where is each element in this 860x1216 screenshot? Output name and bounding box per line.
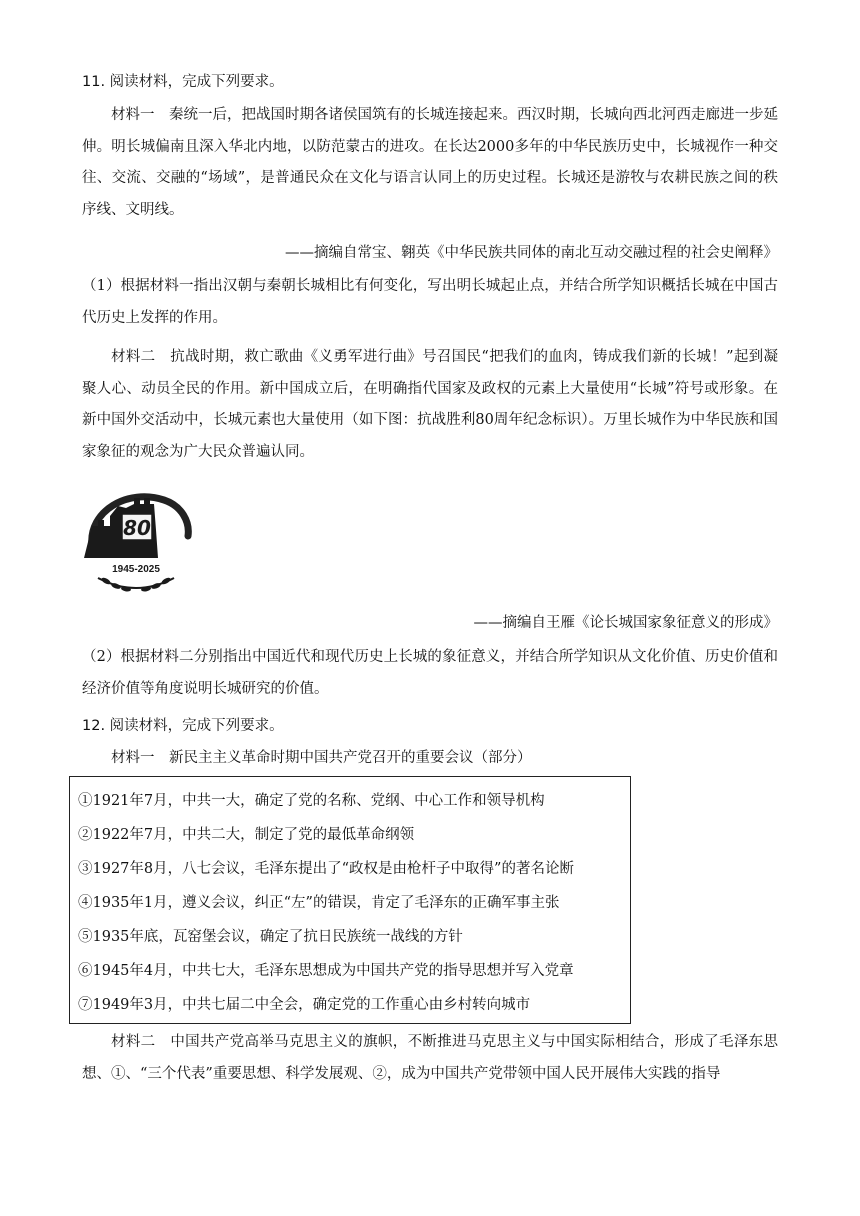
meeting-item: ③1927年8月，八七会议，毛泽东提出了“政权是由枪杆子中取得”的著名论断 xyxy=(78,861,574,877)
q11-material2: 材料二 抗战时期，救亡歌曲《义勇军进行曲》号召国民“把我们的血肉，铸成我们新的长城！”起到凝聚人心、动员全民的作用。新中国成立后，在明确指代国家及政权的元素上大量使用“长城”符号或形象。在新中国外交活动中，长城元素也大量使用（如下图：抗战胜利80周年纪念标识）。万里长城作为中华民族和国家象征的观念为广大民众普遍认同。 xyxy=(82,349,778,460)
anniversary-logo xyxy=(78,486,194,596)
logo-number: 80 xyxy=(123,516,151,540)
q11-source2: ——摘编自王雁《论长城国家象征意义的形成》 xyxy=(473,615,778,631)
meetings-table xyxy=(69,776,631,1024)
q11-question1: （1）根据材料一指出汉朝与秦朝长城相比有何变化，写出明长城起止点，并结合所学知识概括长城在中国古代历史上发挥的作用。 xyxy=(82,278,778,326)
meeting-item: ⑥1945年4月，中共七大，毛泽东思想成为中国共产党的指导思想并写入党章 xyxy=(78,963,574,979)
q12-material2: 材料二 中国共产党高举马克思主义的旗帜，不断推进马克思主义与中国实际相结合，形成了毛泽东思想、①、“三个代表”重要思想、科学发展观、②，成为中国共产党带领中国人民开展伟大实践的指导 xyxy=(82,1034,778,1082)
meeting-item: ⑤1935年底，瓦窑堡会议，确定了抗日民族统一战线的方针 xyxy=(78,929,463,945)
logo-years: 1945-2025 xyxy=(112,564,160,575)
meeting-item: ⑦1949年3月，中共七届二中全会，确定党的工作重心由乡村转向城市 xyxy=(78,997,531,1013)
q11-material1: 材料一 秦统一后，把战国时期各诸侯国筑有的长城连接起来。西汉时期，长城向西北河西走廊进一步延伸。明长城偏南且深入华北内地，以防范蒙古的进攻。在长达2000多年的中华民族历史中，长城视作一种交往、交流、交融的“场域”，是普通民众在文化与语言认同上的历史过程。长城还是游牧与农耕民族之间的秩序线、文明线。 xyxy=(82,107,778,218)
q12-material1-title: 材料一 新民主主义革命时期中国共产党召开的重要会议（部分） xyxy=(111,750,532,766)
meeting-item: ①1921年7月，中共一大，确定了党的名称、党纲、中心工作和领导机构 xyxy=(78,793,545,809)
q11-header: 11. 阅读材料，完成下列要求。 xyxy=(82,74,284,90)
q11-question2: （2）根据材料二分别指出中国近代和现代历史上长城的象征意义，并结合所学知识从文化价值、历史价值和经济价值等角度说明长城研究的价值。 xyxy=(82,649,778,697)
q11-source1: ——摘编自常宝、翱英《中华民族共同体的南北互动交融过程的社会史阐释》 xyxy=(285,245,778,261)
q12-header: 12. 阅读材料，完成下列要求。 xyxy=(82,718,284,734)
meeting-item: ②1922年7月，中共二大，制定了党的最低革命纲领 xyxy=(78,827,415,843)
meeting-item: ④1935年1月，遵义会议，纠正“左”的错误，肯定了毛泽东的正确军事主张 xyxy=(78,895,560,911)
